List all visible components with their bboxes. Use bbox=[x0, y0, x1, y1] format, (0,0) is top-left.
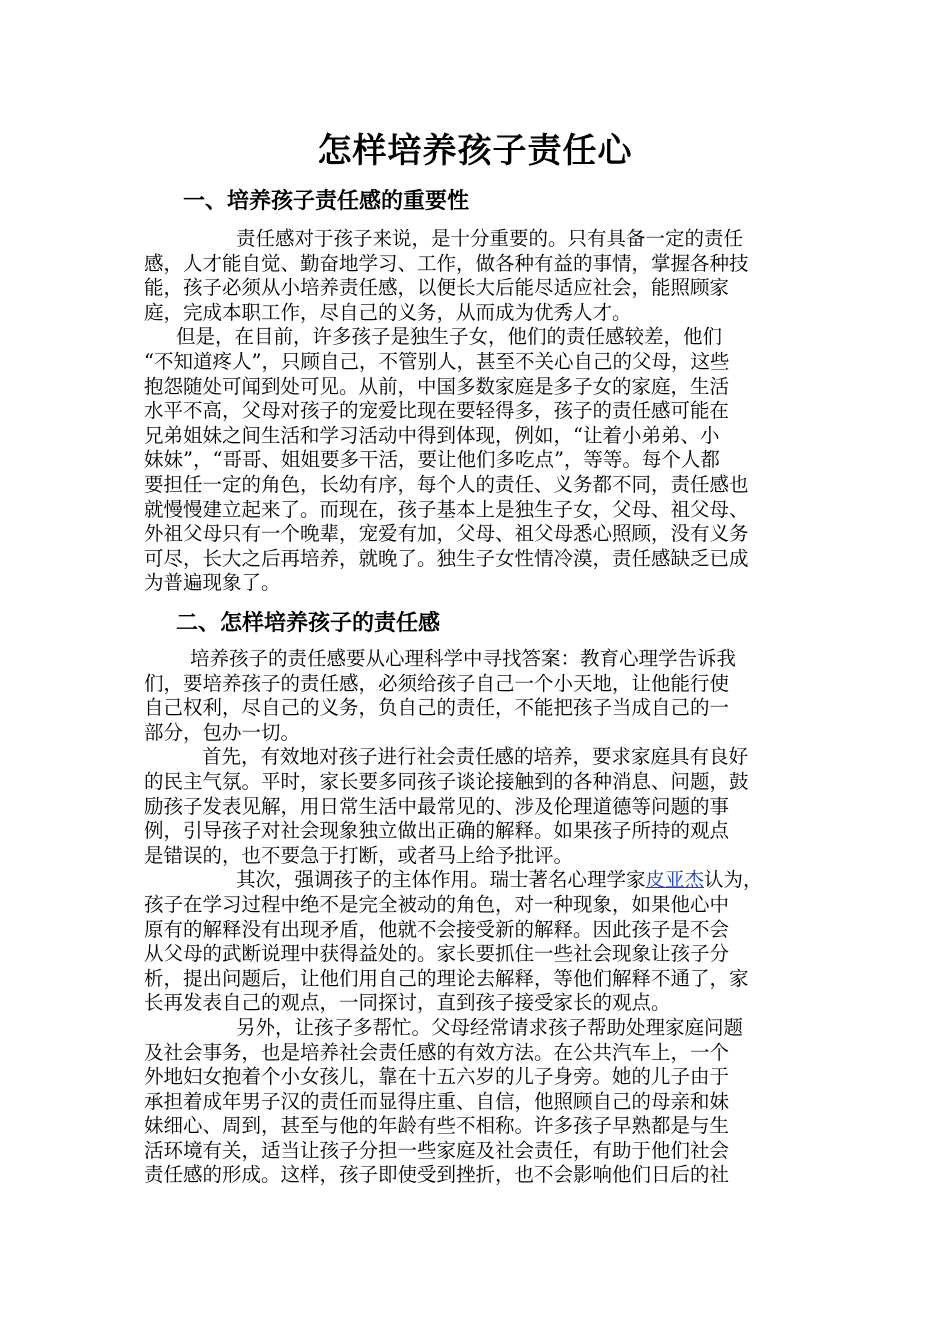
line-text: 为普遍现象了。 bbox=[144, 571, 281, 595]
text-line bbox=[144, 227, 814, 252]
text-line bbox=[144, 252, 814, 277]
line-text: 首先，有效地对孩子进行社会责任感的培养，要求家庭具有良好 bbox=[202, 745, 749, 769]
line-text: 承担着成年男子汉的责任而显得庄重、自信，他照顾自己的母亲和妹 bbox=[144, 1089, 730, 1113]
line-text: 责任感对于孩子来说，是十分重要的。只有具备一定的责任 bbox=[236, 227, 744, 250]
text-line bbox=[144, 473, 814, 498]
line-text: 责任感的形成。这样，孩子即使受到挫折，也不会影响他们日后的社 bbox=[144, 1163, 730, 1187]
text-line bbox=[144, 375, 814, 400]
line-text: 庭，完成本职工作，尽自己的义务，从而成为优秀人才。 bbox=[144, 300, 632, 324]
line-text: 例，引导孩子对社会现象独立做出正确的解释。如果孩子所持的观点 bbox=[144, 819, 730, 843]
line-text: “不知道疼人”，只顾自己，不管别人，甚至不关心自己的父母，这些 bbox=[144, 349, 730, 373]
text-line bbox=[144, 571, 814, 596]
text-line bbox=[144, 448, 814, 473]
line-text: 兄弟姐妹之间生活和学习活动中得到体现，例如，“让着小弟弟、小 bbox=[144, 423, 720, 447]
line-text: 能，孩子必须从小培养责任感，以便长大后能尽适应社会，能照顾家 bbox=[144, 276, 730, 300]
line-text: 但是，在目前，许多孩子是独生子女，他们的责任感较差，他们 bbox=[176, 325, 723, 349]
text-line bbox=[144, 522, 814, 547]
line-text: 自己权利，尽自己的义务，负自己的责任，不能把孩子当成自己的一 bbox=[144, 696, 730, 720]
line-text: 抱怨随处可闻到处可见。从前，中国多数家庭是多子女的家庭，生活 bbox=[144, 374, 730, 398]
text-line bbox=[144, 991, 814, 1016]
text-line bbox=[144, 672, 814, 697]
line-text: 励孩子发表见解，用日常生活中最常见的、涉及伦理道德等问题的事 bbox=[144, 794, 730, 818]
line-text: 另外，让孩子多帮忙。父母经常请求孩子帮助处理家庭问题 bbox=[236, 1015, 744, 1039]
text-line bbox=[144, 1090, 814, 1115]
text-line bbox=[144, 745, 814, 770]
line-text: 从父母的武断说理中获得益处的。家长要抓住一些社会现象让孩子分 bbox=[144, 942, 730, 966]
line-text: 原有的解释没有出现矛盾，他就不会接受新的解释。因此孩子是不会 bbox=[144, 917, 730, 941]
text-line bbox=[144, 795, 814, 820]
line-text: 其次，强调孩子的主体作用。瑞士著名心理学家 bbox=[236, 868, 646, 892]
text-line bbox=[144, 918, 814, 943]
line-text: 可尽，长大之后再培养，就晚了。独生子女性情冷漠，责任感缺乏已成 bbox=[144, 546, 749, 570]
text-line bbox=[144, 424, 814, 449]
section-heading-importance: 一、培养孩子责任感的重要性 bbox=[183, 188, 470, 214]
text-line bbox=[144, 498, 814, 523]
text-line bbox=[144, 893, 814, 918]
text-line bbox=[144, 942, 814, 967]
text-line bbox=[144, 819, 814, 844]
text-line bbox=[144, 1163, 814, 1188]
line-text: 水平不高，父母对孩子的宠爱比现在要轻得多，孩子的责任感可能在 bbox=[144, 399, 730, 423]
line-text: 就慢慢建立起来了。而现在，孩子基本上是独生子女，父母、祖父母、 bbox=[144, 497, 749, 521]
line-text: 长再发表自己的观点，一同探讨，直到孩子接受家长的观点。 bbox=[144, 991, 671, 1015]
line-text: 要担任一定的角色，长幼有序，每个人的责任、义务都不同，责任感也 bbox=[144, 472, 749, 496]
line-text-after: 认为， bbox=[704, 868, 763, 892]
line-text: 析，提出问题后，让他们用自己的理论去解释，等他们解释不通了，家 bbox=[144, 966, 749, 990]
line-text: 们，要培养孩子的责任感，必须给孩子自己一个小天地，让他能行使 bbox=[144, 671, 730, 695]
text-line bbox=[144, 547, 814, 572]
line-text: 外地妇女抱着个小女孩儿，靠在十五六岁的儿子身旁。她的儿子由于 bbox=[144, 1065, 730, 1089]
line-text: 妹细心、周到，甚至与他的年龄有些不相称。许多孩子早熟都是与生 bbox=[144, 1114, 730, 1138]
line-text: 妹妹”，“哥哥、姐姐要多干活，要让他们多吃点”，等等。每个人都 bbox=[144, 448, 720, 472]
line-text: 外祖父母只有一个晚辈，宠爱有加，父母、祖父母悉心照顾，没有义务 bbox=[144, 522, 749, 546]
text-line bbox=[144, 770, 814, 795]
text-line bbox=[144, 399, 814, 424]
text-line bbox=[144, 868, 814, 893]
link-piaget[interactable]: 皮亚杰 bbox=[645, 868, 705, 892]
text-line bbox=[144, 967, 814, 992]
text-line bbox=[144, 647, 814, 672]
text-line bbox=[144, 1065, 814, 1090]
section-body-importance bbox=[144, 227, 814, 596]
text-line bbox=[144, 696, 814, 721]
text-line bbox=[144, 350, 814, 375]
text-line bbox=[144, 844, 814, 869]
section-body-methods bbox=[144, 647, 814, 1188]
line-text: 感，人才能自觉、勤奋地学习、工作，做各种有益的事情，掌握各种技 bbox=[144, 251, 749, 275]
text-line bbox=[144, 1139, 814, 1164]
section-heading-methods: 二、怎样培养孩子的责任感 bbox=[176, 610, 441, 636]
line-text: 活环境有关，适当让孩子分担一些家庭及社会责任，有助于他们社会 bbox=[144, 1138, 730, 1162]
text-line bbox=[144, 276, 814, 301]
line-text: 的民主气氛。平时，家长要多同孩子谈论接触到的各种消息、问题，鼓 bbox=[144, 769, 749, 793]
document-title: 怎样培养孩子责任心 bbox=[317, 131, 633, 171]
line-text: 孩子在学习过程中绝不是完全被动的角色，对一种现象，如果他心中 bbox=[144, 892, 730, 916]
text-line bbox=[144, 1114, 814, 1139]
line-text: 及社会事务，也是培养社会责任感的有效方法。在公共汽车上，一个 bbox=[144, 1040, 730, 1064]
line-text: 培养孩子的责任感要从心理科学中寻找答案：教育心理学告诉我 bbox=[190, 647, 737, 670]
text-line bbox=[144, 721, 814, 746]
line-text: 部分，包办一切。 bbox=[144, 720, 301, 744]
text-line bbox=[144, 1041, 814, 1066]
line-text: 是错误的，也不要急于打断，或者马上给予批评。 bbox=[144, 843, 574, 867]
text-line bbox=[144, 301, 814, 326]
text-line bbox=[144, 1016, 814, 1041]
text-line bbox=[144, 325, 814, 350]
